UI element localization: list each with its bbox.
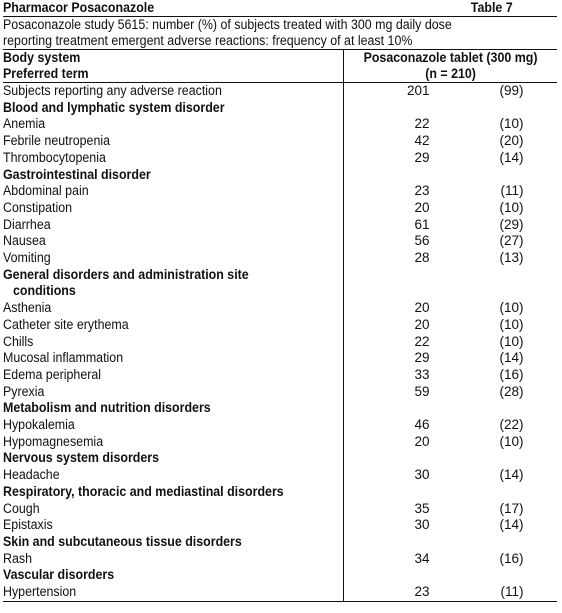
subject-percent: (10) (499, 316, 524, 332)
preferred-term-label: Edema peripheral (3, 366, 102, 382)
subject-count: 23 (414, 183, 430, 199)
document-title: Pharmacor Posaconazole (3, 0, 155, 15)
preferred-term-label: Chills (3, 333, 34, 349)
body-system-header: Body system (3, 50, 343, 66)
subject-count: 22 (414, 116, 430, 132)
table-row (3, 200, 557, 217)
value-cell (343, 584, 557, 601)
value-cell (343, 217, 557, 234)
table-row (3, 133, 557, 150)
preferred-term-label: Nausea (3, 233, 46, 249)
subject-count: 35 (414, 500, 430, 516)
empty-value-cell (343, 167, 557, 184)
preferred-term-label: Catheter site erythema (3, 316, 129, 332)
section-header-row (3, 400, 557, 417)
table-row (3, 584, 557, 601)
value-cell (343, 83, 557, 100)
section-header-row (3, 450, 557, 467)
body-system-label: Blood and lymphatic system disorder (3, 99, 225, 115)
value-cell (343, 150, 557, 167)
table-row (3, 517, 557, 534)
subject-count: 20 (414, 300, 430, 316)
table-title-row (3, 0, 513, 16)
table-row (3, 116, 557, 133)
subject-percent: (27) (499, 233, 524, 249)
value-header: Posaconazole tablet (300 mg) (363, 50, 538, 65)
subject-percent: (17) (499, 500, 524, 516)
subject-percent: (28) (499, 383, 524, 399)
value-cell (343, 233, 557, 250)
body-system-label: General disorders and administration site (3, 266, 249, 282)
table-row (3, 467, 557, 484)
column-header-row (3, 50, 557, 66)
table-row (3, 501, 557, 518)
subject-count: 29 (414, 350, 430, 366)
preferred-term-label: Epistaxis (3, 517, 53, 533)
subject-count: 46 (414, 417, 430, 433)
value-cell (343, 384, 557, 401)
subject-percent: (13) (499, 250, 524, 266)
table-row (3, 183, 557, 200)
table-row (3, 317, 557, 334)
subject-count: 20 (414, 199, 430, 215)
column-header-row-2 (3, 66, 557, 82)
body-system-label: Vascular disorders (3, 567, 115, 583)
value-cell (343, 517, 557, 534)
table-row (3, 434, 557, 451)
subject-count: 30 (414, 517, 430, 533)
subject-percent: (22) (499, 417, 524, 433)
caption-line-2: reporting treatment emergent adverse reactions: frequency of at least 10% (3, 33, 413, 48)
table-row (3, 551, 557, 568)
table-row (3, 83, 557, 100)
subject-percent: (14) (499, 350, 524, 366)
subject-percent: (10) (499, 333, 524, 349)
subject-percent: (11) (500, 183, 524, 199)
preferred-term-label: Mucosal inflammation (3, 350, 124, 366)
table-row (3, 217, 557, 234)
caption-line-1: Posaconazole study 5615: number (%) of subjects treated with 300 mg daily dose (3, 17, 452, 32)
value-cell (343, 501, 557, 518)
empty-value-cell (343, 283, 557, 300)
table-row (3, 417, 557, 434)
value-cell (343, 434, 557, 451)
table-row (3, 150, 557, 167)
table-bottom-rule (3, 601, 557, 602)
section-header-row (3, 167, 557, 184)
value-cell (343, 367, 557, 384)
empty-value-cell (343, 534, 557, 551)
body-system-label-continued: conditions (13, 283, 76, 299)
preferred-term-label: Asthenia (3, 300, 52, 316)
section-header-row (3, 534, 557, 551)
subject-count: 20 (414, 433, 430, 449)
value-cell (343, 551, 557, 568)
value-cell (343, 300, 557, 317)
table-row (3, 367, 557, 384)
preferred-term-label: Hypomagnesemia (3, 433, 104, 449)
sample-size-header: (n = 210) (424, 66, 476, 81)
empty-value-cell (343, 400, 557, 417)
subject-count: 61 (414, 216, 430, 232)
value-cell (343, 200, 557, 217)
value-cell (343, 183, 557, 200)
preferred-term-label: Hypokalemia (3, 417, 75, 433)
value-cell (343, 350, 557, 367)
subject-percent: (10) (499, 199, 524, 215)
subject-percent: (16) (499, 366, 524, 382)
subject-percent: (16) (499, 550, 524, 566)
subject-count: 20 (414, 316, 430, 332)
body-system-label: Nervous system disorders (3, 450, 160, 466)
body-system-label: Metabolism and nutrition disorders (3, 400, 211, 416)
value-cell (343, 116, 557, 133)
preferred-term-label: Pyrexia (3, 383, 45, 399)
subject-percent: (11) (500, 584, 524, 600)
preferred-term-label: Constipation (3, 199, 73, 215)
preferred-term-label: Subjects reporting any adverse reaction (3, 83, 222, 98)
value-cell (343, 417, 557, 434)
subject-count: 22 (414, 333, 430, 349)
preferred-term-label: Cough (3, 500, 40, 516)
subject-percent: (10) (499, 433, 524, 449)
subject-count: 56 (414, 233, 430, 249)
subject-count: 28 (414, 250, 430, 266)
section-header-row (3, 100, 557, 117)
subject-percent: (14) (499, 149, 524, 165)
preferred-term-label: Febrile neutropenia (3, 133, 111, 149)
subject-percent: (14) (499, 517, 524, 533)
preferred-term-label: Diarrhea (3, 216, 51, 232)
subject-count: 59 (414, 383, 430, 399)
preferred-term-label: Thrombocytopenia (3, 149, 106, 165)
subject-count: 33 (414, 366, 430, 382)
subject-count: 23 (414, 584, 430, 600)
table-row (3, 233, 557, 250)
adverse-reactions-table (3, 50, 557, 82)
section-header-continuation-row (3, 283, 557, 300)
body-system-label: Gastrointestinal disorder (3, 166, 151, 182)
section-header-row (3, 567, 557, 584)
empty-value-cell (343, 100, 557, 117)
subject-count: 34 (414, 550, 430, 566)
body-system-label: Skin and subcutaneous tissue disorders (3, 533, 242, 549)
adverse-reactions-body (3, 83, 557, 601)
table-row (3, 384, 557, 401)
subject-count: 29 (414, 149, 430, 165)
subject-percent: (99) (499, 83, 524, 98)
subject-count: 201 (406, 83, 430, 98)
table-row (3, 300, 557, 317)
preferred-term-label: Vomiting (3, 250, 51, 266)
subject-percent: (29) (499, 216, 524, 232)
preferred-term-label: Hypertension (3, 584, 77, 600)
section-header-row (3, 484, 557, 501)
subject-count: 30 (414, 467, 430, 483)
subject-percent: (20) (499, 133, 524, 149)
preferred-term-label: Abdominal pain (3, 183, 89, 199)
empty-value-cell (343, 450, 557, 467)
value-cell (343, 334, 557, 351)
table-row (3, 334, 557, 351)
empty-value-cell (343, 267, 557, 284)
preferred-term-header: Preferred term (3, 66, 343, 82)
table-row (3, 250, 557, 267)
value-cell (343, 317, 557, 334)
preferred-term-label: Anemia (3, 116, 46, 132)
subject-percent: (14) (499, 467, 524, 483)
section-header-row (3, 267, 557, 284)
table-row (3, 350, 557, 367)
document-page (3, 0, 557, 602)
subject-percent: (10) (499, 116, 524, 132)
subject-count: 42 (414, 133, 430, 149)
value-cell (343, 467, 557, 484)
preferred-term-label: Headache (3, 467, 60, 483)
subject-percent: (10) (499, 300, 524, 316)
value-cell (343, 133, 557, 150)
empty-value-cell (343, 484, 557, 501)
preferred-term-label: Rash (3, 550, 32, 566)
value-cell (343, 250, 557, 267)
body-system-label: Respiratory, thoracic and mediastinal disorders (3, 483, 284, 499)
empty-value-cell (343, 567, 557, 584)
table-number: Table 7 (470, 0, 513, 15)
